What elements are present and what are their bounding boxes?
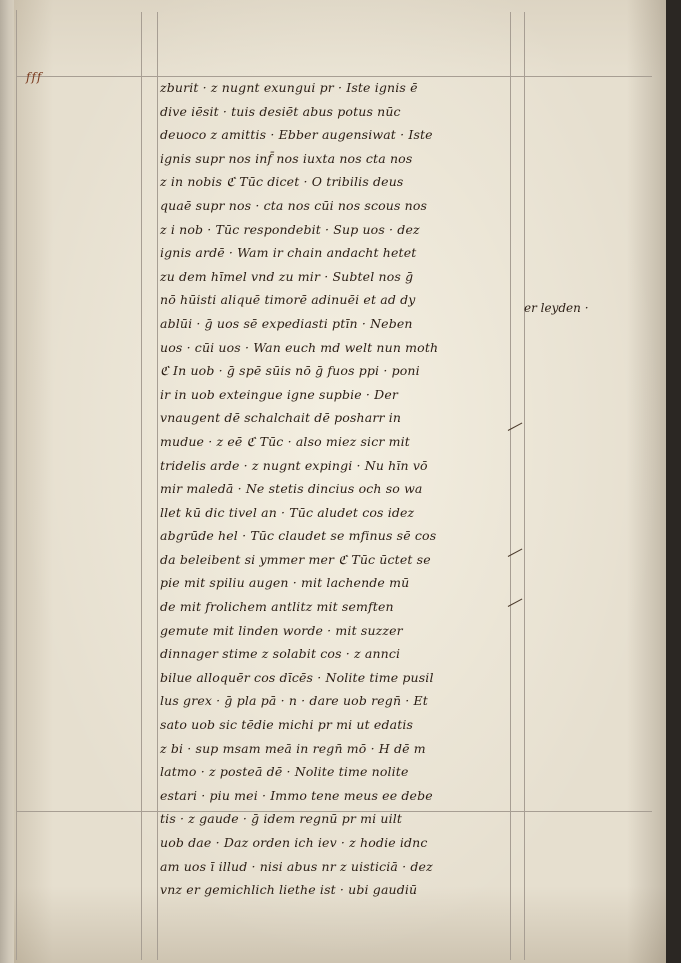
manuscript-line: z bi · sup msam meā in regn̄ mō · H dē m <box>160 740 426 756</box>
manuscript-line: vnz er gemichlich liethe ist · ubi gaudiū <box>160 882 418 898</box>
manuscript-line: mudue · z eē ℭ Tūc · also miez sicr mit <box>160 433 410 449</box>
manuscript-line: llet kū dic tivel an · Tūc aludet cos idez <box>160 504 415 520</box>
manuscript-line: dinnager stime z solabit cos · z annci <box>160 646 401 662</box>
manuscript-line: z i nob · Tūc respondebit · Sup uos · dez <box>160 221 420 237</box>
manuscript-line: ir in uob exteingue igne supbie · Der <box>160 386 399 402</box>
text-column-left-rule-inner <box>157 12 158 960</box>
manuscript-line: nō hūisti aliquē timorē adinuēi et ad dy <box>160 292 416 308</box>
manuscript-line: deuoco z amittis · Ebber augensiwat · Iste <box>160 127 433 143</box>
manuscript-line: lus grex · ḡ pla pā · n · dare uob regn̄ · Et <box>160 693 428 709</box>
manuscript-line: pie mit spiliu augen · mit lachende mū <box>160 575 410 591</box>
manuscript-line: dive iēsit · tuis desiēt abus potus nūc <box>160 103 401 119</box>
main-text-column <box>160 76 526 902</box>
folio-number: fff <box>26 70 43 84</box>
manuscript-line: ignis supr nos inf̄ nos iuxta nos cta nos <box>160 150 413 166</box>
left-margin-rule <box>16 10 17 960</box>
manuscript-line: uob dae · Daz orden ich iev · z hodie idnc <box>160 835 428 850</box>
manuscript-line: z in nobis ℭ Tūc dicet · O tribilis deus <box>160 174 404 190</box>
manuscript-line: sato uob sic tēdie michi pr mi ut edatis <box>160 717 414 733</box>
manuscript-line: tridelis arde · z nugnt expingi · Nu hīn vō <box>160 457 428 473</box>
marginal-annotation: er leyden · <box>524 301 589 315</box>
manuscript-line: latmo · z posteā dē · Nolite time nolite <box>160 764 409 780</box>
manuscript-line: ignis ardē · Wam ir chain andacht hetet <box>160 245 417 261</box>
manuscript-line: estari · piu mei · Immo tene meus ee debe <box>160 787 433 803</box>
manuscript-line: zu dem hīmel vnd zu mir · Subtel nos ḡ <box>160 268 414 284</box>
manuscript-line: da beleibent si ymmer mer ℭ Tūc ūctet se <box>160 551 431 567</box>
manuscript-line: ablūi · ḡ uos sē expediasti ptīn · Neben <box>160 315 413 331</box>
manuscript-line: quaē supr nos · cta nos cūi nos scous nos <box>160 197 428 213</box>
manuscript-line: am uos ī illud · nisi abus nr z uisticiā · dez <box>160 858 433 874</box>
manuscript-line: de mit frolichem antlitz mit semften <box>160 599 394 615</box>
manuscript-line: gemute mit linden worde · mit suzzer <box>160 622 403 638</box>
manuscript-line: tis · z gaude · ḡ idem regnū pr mi uilt <box>160 811 403 827</box>
manuscript-line: zburit · z nugnt exungui pr · Iste ignis ē <box>160 80 418 95</box>
manuscript-line: abgrūde hel · Tūc claudet se mfinus sē cos <box>160 528 437 544</box>
manuscript-line: mir maledā · Ne stetis dincius och so wa <box>160 481 423 497</box>
manuscript-line: ℭ In uob · ḡ spē sūis nō ḡ fuos ppi · poni <box>160 363 420 379</box>
manuscript-line: vnaugent dē schalchait dē posharr in <box>160 410 402 426</box>
manuscript-line: uos · cūi uos · Wan euch md welt nun moth <box>160 339 439 355</box>
text-column-left-rule-outer <box>141 12 142 960</box>
manuscript-line: bilue alloquēr cos dīcēs · Nolite time pusil <box>160 669 434 685</box>
